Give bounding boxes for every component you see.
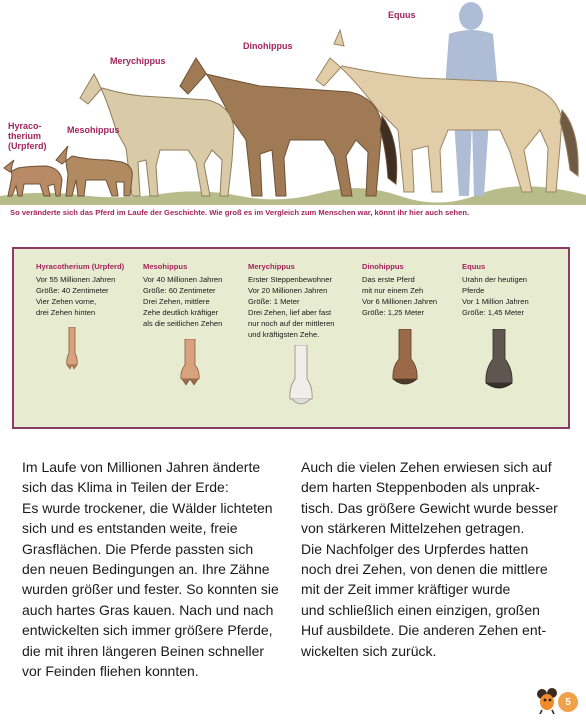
column-title: Dinohippus [362, 262, 404, 271]
column-line: Vor 55 Millionen Jahren [36, 275, 116, 284]
label-mesohippus: Mesohippus [67, 125, 120, 135]
column-line: Größe: 1,25 Meter [362, 308, 425, 317]
hoof-mesohippus-icon [178, 339, 202, 387]
column-line: Vor 6 Millionen Jahren [362, 297, 438, 306]
column-line: Pferde [462, 286, 485, 295]
column-line: Größe: 60 Zentimeter [143, 286, 216, 295]
mouse-icon [536, 688, 558, 714]
column-line: als die seitlichen Zehen [143, 319, 223, 328]
text-line: sich das Klima in Teilen der Erde: [22, 479, 229, 496]
illustration-caption: So veränderte sich das Pferd im Laufe der Geschichte. Wie groß es im Vergleich zum Menschen war, könnt ihr hier auch sehen. [10, 208, 470, 217]
column-line: Drei Zehen, mittlere [143, 297, 210, 306]
column-line: Vier Zehen vorne, [36, 297, 97, 306]
label-equus: Equus [388, 10, 416, 20]
column-dinohippus [362, 261, 437, 318]
column-line: Drei Zehen, lief aber fast [248, 308, 332, 317]
text-line: dem harten Steppenboden als unprak- [301, 479, 540, 496]
column-line: Größe: 40 Zentimeter [36, 286, 109, 295]
column-title: Mesohippus [143, 262, 188, 271]
column-line: drei Zehen hinten [36, 308, 96, 317]
text-line: Huf ausbildete. Die anderen Zehen ent- [301, 622, 547, 639]
body-text-left [22, 457, 279, 681]
column-line: Das erste Pferd [362, 275, 415, 284]
column-line: und kräftigsten Zehe. [248, 330, 320, 339]
text-line: mit der Zeit immer kräftiger wurde [301, 581, 511, 598]
text-line: wurden größer und fester. So konnten sie [22, 581, 279, 598]
column-title: Equus [462, 262, 486, 271]
hoof-dinohippus-icon [391, 329, 419, 391]
text-line: sich und es entstanden weite, freie [22, 520, 238, 537]
text-line: vor Feinden fliehen konnten. [22, 663, 199, 680]
label-hyracotherium-line: Hyraco- [8, 121, 42, 131]
column-line: Vor 1 Million Jahren [462, 297, 529, 306]
hoof-equus-icon [484, 329, 514, 395]
text-line: wickelten sich zurück. [301, 642, 437, 659]
body-text-right [301, 457, 558, 661]
horse-lineup-image [0, 0, 586, 205]
label-hyracotherium-line: (Urpferd) [8, 141, 47, 151]
label-hyracotherium-line: therium [8, 131, 42, 141]
grass-strip [0, 186, 586, 205]
text-line: Auch die vielen Zehen erwiesen sich auf [301, 459, 552, 475]
text-line: auch hartes Gras kauen. Nach und nach [22, 601, 274, 618]
text-line: von stärkeren Mittelzehen getragen. [301, 520, 525, 537]
label-merychippus: Merychippus [110, 56, 166, 66]
column-line: Vor 20 Millionen Jahren [248, 286, 328, 295]
page-number: 5 [558, 692, 578, 712]
text-line: die mit ihren längeren Beinen schneller [22, 642, 265, 659]
column-line: Erster Steppenbewohner [248, 275, 333, 284]
text-line: Im Laufe von Millionen Jahren änderte [22, 459, 261, 475]
column-merychippus [248, 261, 335, 340]
column-line: Zehe deutlich kräftiger [143, 308, 219, 317]
column-mesohippus [143, 261, 222, 329]
column-line: Größe: 1,45 Meter [462, 308, 525, 317]
column-line: Größe: 1 Meter [248, 297, 300, 306]
hoof-merychippus-icon [286, 345, 316, 411]
column-line: mit nur einem Zeh [362, 286, 424, 295]
text-line: und schließlich einen einzigen, großen [301, 601, 540, 618]
column-line: Vor 40 Millionen Jahren [143, 275, 223, 284]
label-hyracotherium [8, 121, 47, 151]
column-title: Merychippus [248, 262, 295, 271]
hyracotherium-horse [4, 160, 62, 196]
text-line: Es wurde trockener, die Wälder lichteten [22, 499, 273, 516]
column-equus [462, 261, 529, 318]
text-line: tisch. Das größere Gewicht wurde besser [301, 499, 558, 516]
column-hyracotherium [36, 261, 124, 318]
mesohippus-horse [56, 146, 132, 196]
hoof-hyracotherium-icon [64, 327, 80, 371]
text-line: den neuen Bedingungen an. Ihre Zähne [22, 561, 270, 578]
text-line: entwickelten sich immer größere Pferde, [22, 622, 273, 639]
text-line: noch drei Zehen, von denen die mittlere [301, 561, 548, 578]
column-line: nur noch auf der mittleren [248, 319, 335, 328]
column-title: Hyracotherium (Urpferd) [36, 262, 125, 271]
comparison-box [12, 247, 570, 429]
label-dinohippus: Dinohippus [243, 41, 293, 51]
horse-evolution-illustration [0, 0, 586, 205]
column-line: Urahn der heutigen [462, 275, 528, 284]
text-line: Die Nachfolger des Urpferdes hatten [301, 540, 529, 557]
text-line: Grasflächen. Die Pferde passten sich [22, 540, 254, 557]
